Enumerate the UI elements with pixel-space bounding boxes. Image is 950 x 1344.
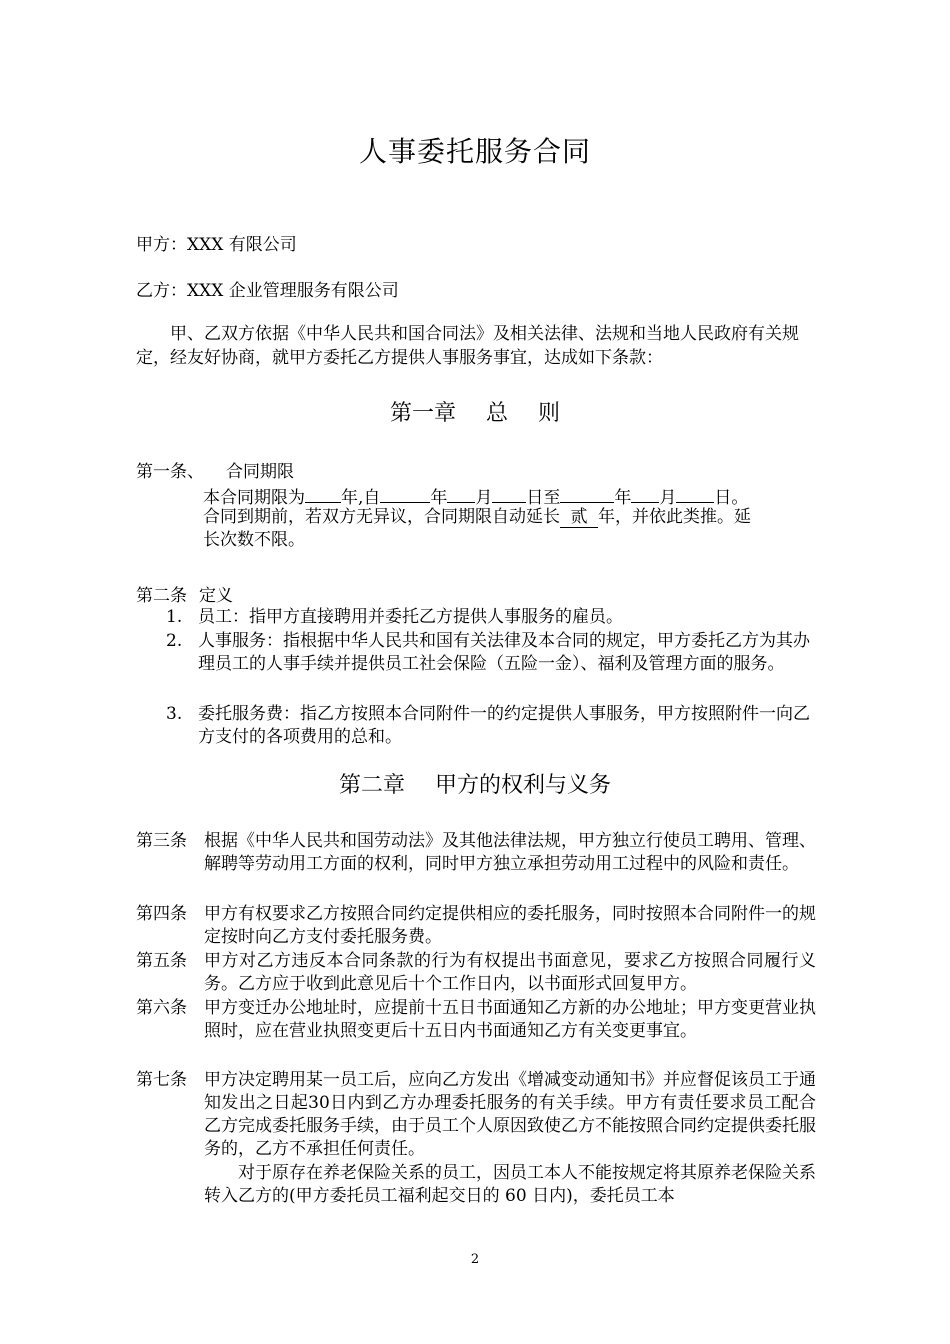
- item-text: 员工：指甲方直接聘用并委托乙方提供人事服务的雇员。: [198, 607, 623, 627]
- start-day-blank: [492, 482, 526, 503]
- term-text-3: 年: [430, 488, 448, 508]
- article-1-heading: [136, 457, 294, 482]
- item-number: 3.: [166, 704, 183, 724]
- chapter-1-heading: [0, 396, 950, 427]
- end-month-blank: [631, 482, 659, 503]
- article-1-line-3: 长次数不限。: [203, 530, 305, 550]
- chapter-2-heading: [0, 768, 950, 799]
- term-text-4: 月: [475, 488, 493, 508]
- renewal-text-2: 年，并依此类推。延: [598, 507, 751, 527]
- article-label: 第七条: [136, 1070, 187, 1090]
- renewal-text-1: 合同到期前，若双方无异议，合同期限自动延长: [203, 507, 560, 527]
- item-text: 委托服务费：指乙方按照本合同附件一的约定提供人事服务，甲方按照附件一向乙方支付的各项费用的总和。: [198, 704, 810, 747]
- party-b: 乙方：XXX 企业管理服务有限公司: [136, 281, 399, 301]
- article-text: 根据《中华人民共和国劳动法》及其他法律法规，甲方独立行使员工聘用、管理、解聘等劳动用工方面的权利，同时甲方独立承担劳动用工过程中的风险和责任。: [204, 831, 816, 874]
- start-month-blank: [447, 482, 475, 503]
- item-text: 人事服务：指根据中华人民共和国有关法律及本合同的规定，甲方委托乙方为其办理员工的人事手续并提供员工社会保险（五险一金）、福利及管理方面的服务。: [198, 631, 810, 674]
- term-text-6: 年: [614, 488, 632, 508]
- article-text: 甲方决定聘用某一员工后，应向乙方发出《增减变动通知书》并应督促该员工于通知发出之日起30日内到乙方办理委托服务的有关手续。甲方有责任要求员工配合乙方完成委托服务手续，由于员工个人原因致使乙方不能按照合同约定提供委托服务的，乙方不承担任何责任。: [204, 1070, 816, 1159]
- article-2-heading: [136, 581, 233, 606]
- article-1-line-2: [203, 506, 815, 529]
- item-number: 1.: [166, 607, 183, 627]
- party-a: 甲方：XXX 有限公司: [136, 235, 297, 255]
- term-text-8: 日。: [714, 488, 749, 508]
- article-text: 甲方对乙方违反本合同条款的行为有权提出书面意见，要求乙方按照合同履行义务。乙方应于收到此意见后十个工作日内，以书面形式回复甲方。: [204, 951, 816, 994]
- article-2-title: 定义: [199, 586, 233, 606]
- article-text: 甲方有权要求乙方按照合同约定提供相应的委托服务，同时按照本合同附件一的规定按时向乙方支付委托服务费。: [204, 904, 816, 947]
- page-number: 2: [470, 1252, 480, 1267]
- article-label: 第四条: [136, 904, 187, 924]
- item-number: 2.: [166, 631, 183, 651]
- article-label: 第六条: [136, 998, 187, 1018]
- chapter-1-label: 第一章: [389, 401, 456, 426]
- document-title: 人事委托服务合同: [358, 135, 591, 168]
- end-year-blank: [560, 482, 614, 503]
- term-text-5: 日至: [526, 488, 561, 508]
- term-text-7: 月: [659, 488, 677, 508]
- chapter-2-label: 第二章: [338, 773, 405, 798]
- intro-text: 甲、乙双方依据《中华人民共和国合同法》及相关法律、法规和当地人民政府有关规定，经友好协商，就甲方委托乙方提供人事服务事宜，达成如下条款：: [136, 324, 799, 368]
- chapter-1-name-part1: 总: [485, 401, 508, 426]
- article-1-label: 第一条、: [136, 462, 204, 482]
- intro-paragraph: [136, 322, 816, 370]
- years-blank: [305, 482, 341, 503]
- article-2-label: 第二条: [136, 586, 187, 606]
- article-1-title: 合同期限: [226, 462, 294, 482]
- article-label: 第三条: [136, 831, 187, 851]
- chapter-1-name-part2: 则: [538, 401, 561, 426]
- start-year-blank: [380, 482, 430, 503]
- end-day-blank: [676, 482, 714, 503]
- chapter-2-name: 甲方的权利与义务: [435, 773, 612, 798]
- article-7-paragraph-2-text: 对于原存在养老保险关系的员工，因员工本人不能按规定将其原养老保险关系转入乙方的(甲方委托员工福利起交日的 60 日内)，委托员工本: [204, 1163, 816, 1206]
- article-label: 第五条: [136, 951, 187, 971]
- term-text-1: 本合同期限为: [203, 488, 305, 508]
- article-7-paragraph-2: [204, 1162, 816, 1208]
- article-text: 甲方变迁办公地址时，应提前十五日书面通知乙方新的办公地址；甲方变更营业执照时，应在营业执照变更后十五日内书面通知乙方有关变更事宜。: [204, 998, 816, 1041]
- term-text-2: 年,自: [341, 488, 381, 508]
- renewal-years-value: 贰: [560, 507, 598, 528]
